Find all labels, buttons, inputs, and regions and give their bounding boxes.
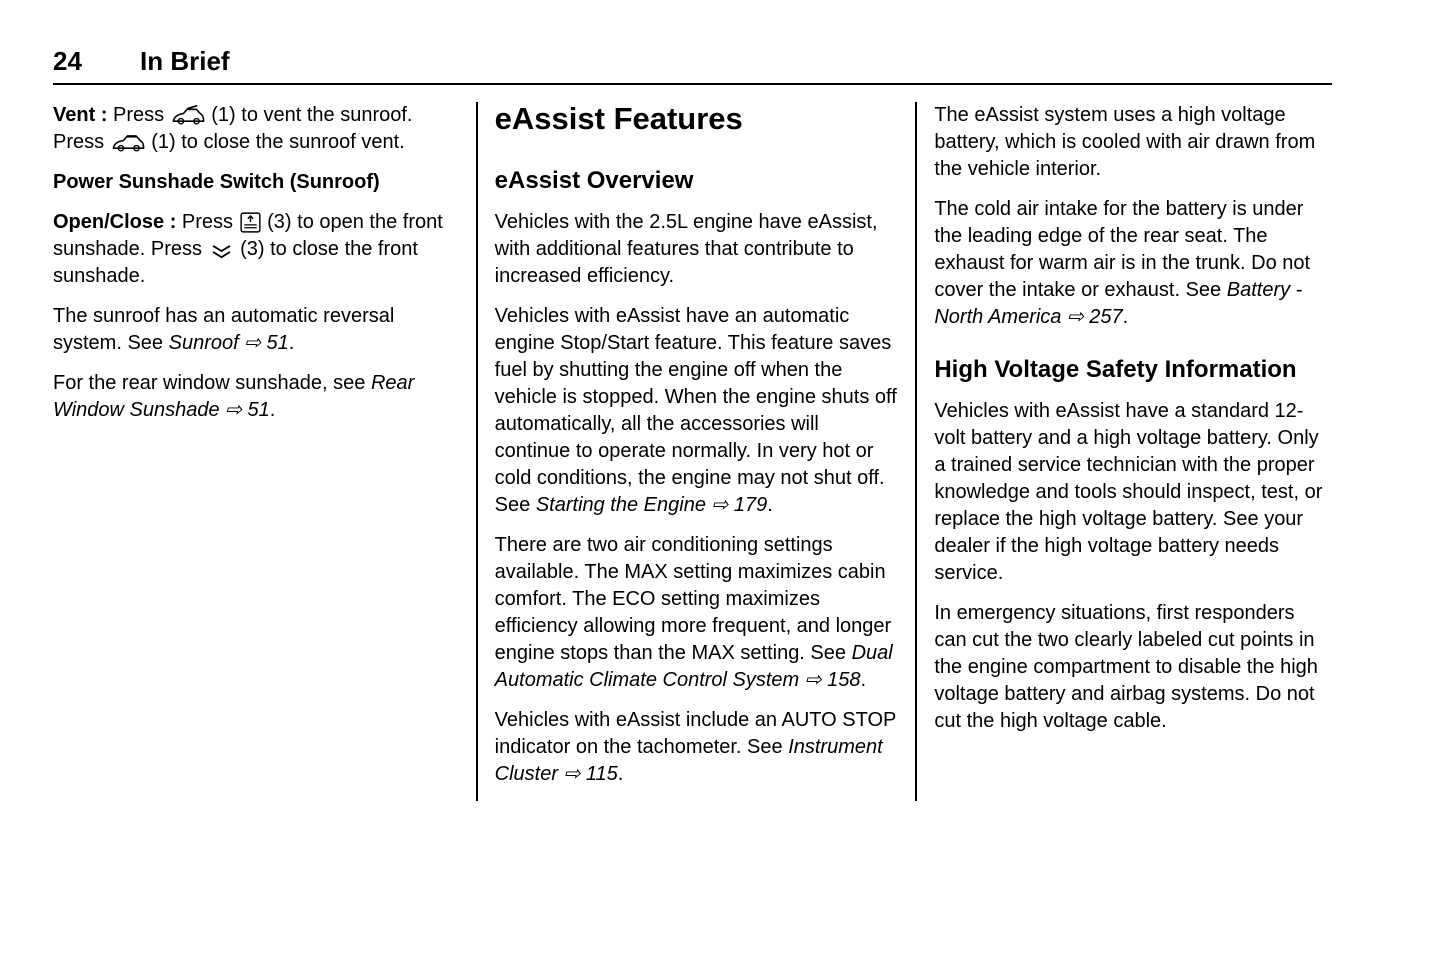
high-voltage-safety-heading [934,355,1332,384]
text-run: Vehicles with eAssist have a standard 12-volt battery and a high voltage battery. Only a trained service technician with the proper knowledge and tools should inspect, test, or replace the high voltage battery. See your dealer if the high voltage battery needs service. [934,400,1323,585]
text-run: Press [181,211,239,233]
text-run: (3) to close the front sunshade. [53,238,418,287]
cross-reference: Sunroof ⇨ 51 [168,332,289,354]
text-run: . [288,332,295,354]
text-run: For the rear window sunshade, see [53,372,371,394]
text-run: eAssist Overview [494,167,694,195]
text-run: eAssist Features [494,101,743,136]
emergency-responders-paragraph [934,600,1332,735]
cross-reference: Starting the Engine ⇨ 179 [535,494,768,517]
page-number: 24 [53,46,82,76]
text-run: In emergency situations, first responders can cut the two clearly labeled cut points in the engine compartment to disable the high voltage battery and airbag systems. Do not cut the high voltage cable. [934,602,1318,733]
column-divider [915,102,917,801]
eassist-intro-paragraph [495,209,899,290]
eassist-overview-heading [495,166,899,195]
text-run: Vehicles with eAssist include an AUTO STOP indicator on the tachometer. See [494,709,896,759]
text-run: . [860,669,867,692]
cross-reference: Rear Window Sunshade ⇨ 51 [53,372,415,421]
text-run: There are two air conditioning settings available. The MAX setting maximizes cabin comfort. The ECO setting maximizes efficiency allowing more frequent, and longer engine stops than the MAX setting. See [494,534,892,665]
text-run: . [617,763,624,786]
text-run: Vehicles with the 2.5L engine have eAssist, with additional features that contribute to increased efficiency. [494,211,878,288]
left-column [53,100,459,801]
air-conditioning-paragraph [495,532,899,694]
open-close-paragraph [53,209,459,290]
text-run: (1) to close the sunroof vent. [145,131,405,153]
power-sunshade-switch-heading [53,169,459,196]
service-technician-paragraph [934,398,1332,587]
text-run: (3) to open the front sunshade. Press [53,211,443,260]
section-title: In Brief [140,46,230,76]
cross-reference: Instrument Cluster ⇨ 115 [494,736,883,786]
sunroof-close-icon [110,132,146,153]
text-run: Open/Close : [53,211,182,233]
sunroof-vent-icon [170,105,206,126]
high-voltage-battery-paragraph [934,102,1332,183]
text-run: . [767,494,773,517]
header-rule [53,83,1332,85]
stop-start-paragraph [495,303,899,519]
middle-column [495,100,899,801]
text-run: Power Sunshade Switch (Sunroof) [53,171,380,193]
text-run: (1) to vent the sunroof. Press [53,104,413,153]
right-column [934,100,1332,801]
eassist-features-heading [495,102,899,136]
auto-stop-paragraph [495,707,899,788]
text-run: The sunroof has an automatic reversal system. See [53,305,395,354]
reversal-system-paragraph [53,303,459,357]
text-run: The cold air intake for the battery is under the leading edge of the rear seat. The exhaust for warm air is in the trunk. Do not cover the intake or exhaust. See [934,198,1311,301]
sunshade-close-icon [208,243,235,260]
text-run: The eAssist system uses a high voltage battery, which is cooled with air drawn from the vehicle interior. [934,104,1316,180]
cross-reference: Dual Automatic Climate Control System ⇨ 158 [494,642,893,692]
text-run: . [1122,306,1129,328]
page-header [53,48,1332,74]
text-run: Vent : [53,104,114,126]
cold-air-intake-paragraph [934,196,1332,331]
text-run: Vehicles with eAssist have an automatic engine Stop/Start feature. This feature saves fuel by shutting the engine off when the vehicle is stopped. When the engine shuts off automatically, all the accessories will continue to operate normally. In very hot or cold conditions, the engine may not shut off. See [494,305,897,517]
sunshade-open-icon [239,212,262,233]
column-divider [476,102,478,801]
content-columns [53,100,1332,801]
text-run: High Voltage Safety Information [934,356,1297,383]
vent-paragraph [53,102,459,156]
page-content [53,48,1332,801]
text-run: . [269,399,276,421]
cross-reference: Battery - North America ⇨ 257 [934,279,1303,328]
text-run: Press [113,104,170,126]
rear-window-sunshade-paragraph [53,370,459,424]
